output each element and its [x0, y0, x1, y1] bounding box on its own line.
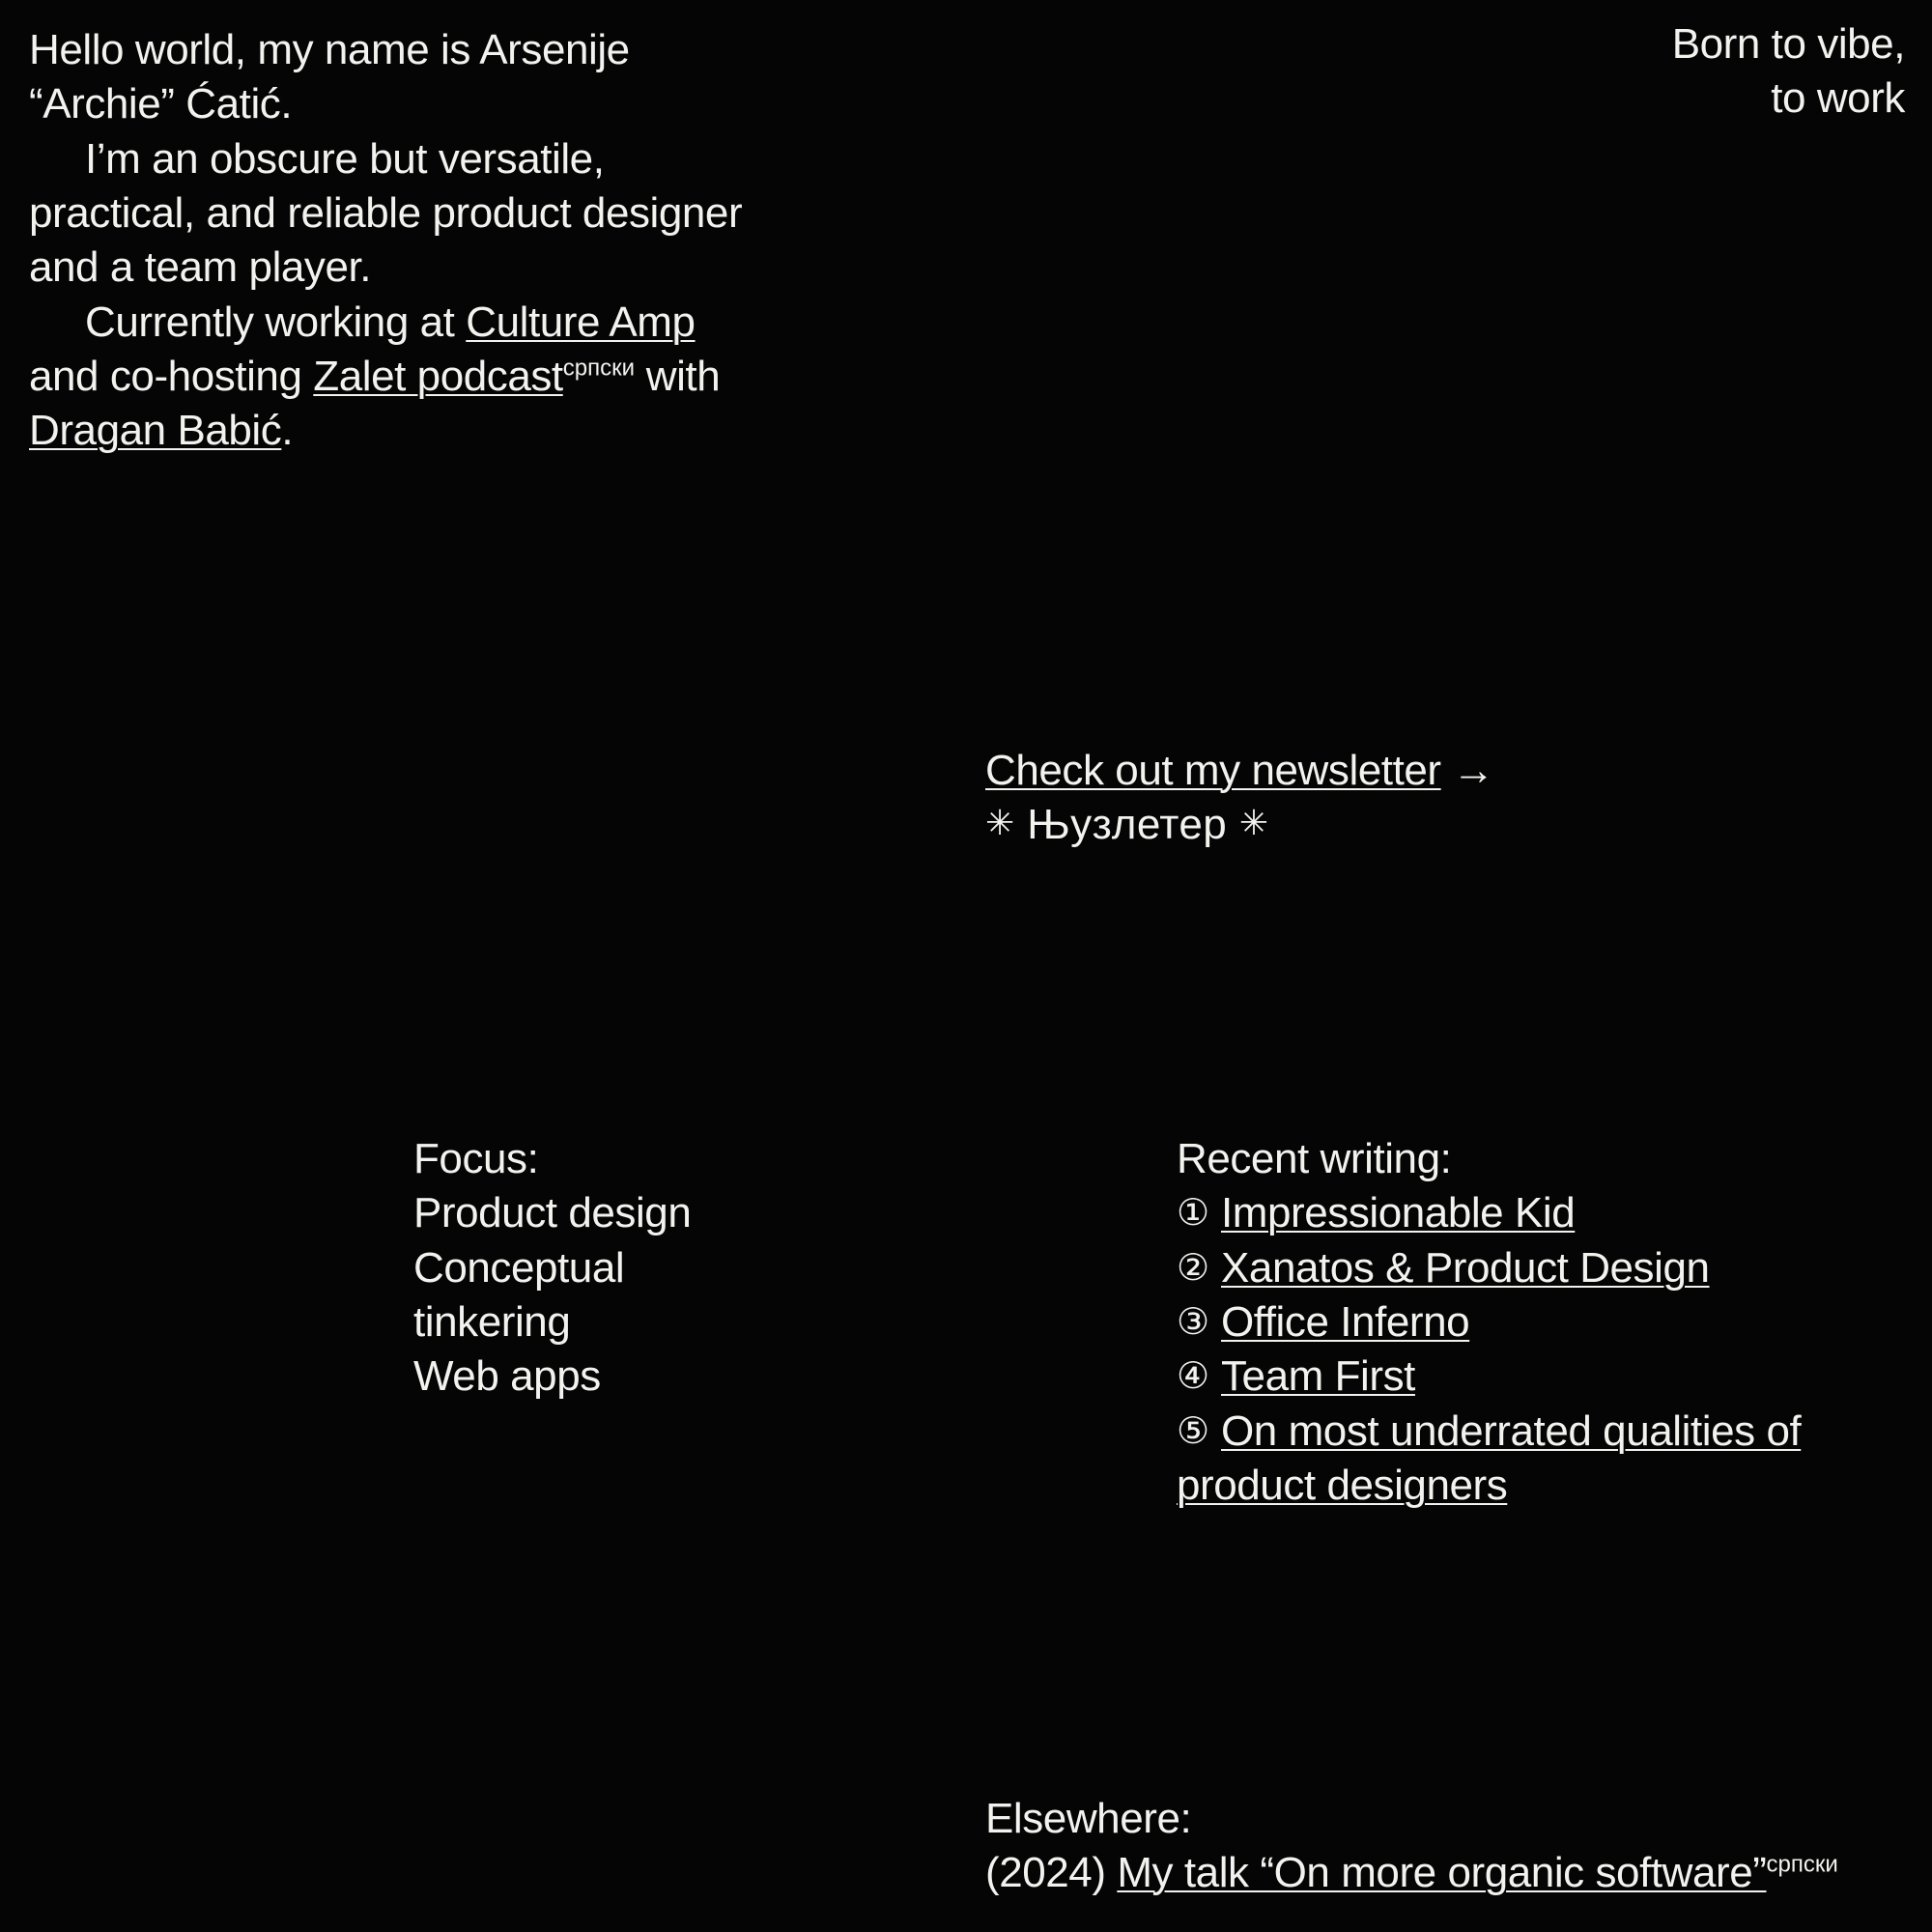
recent-writing-heading: Recent writing: — [1177, 1135, 1452, 1182]
link-underrated-qualities[interactable]: On most underrated qualities of product designers — [1177, 1406, 1802, 1509]
intro-line-2 — [29, 132, 744, 296]
zalet-language-superscript: српски — [562, 355, 635, 382]
talk-language-superscript: српски — [1766, 1851, 1838, 1878]
elsewhere-item — [985, 1846, 1913, 1900]
newsletter-block — [985, 744, 1739, 853]
intro-paragraph — [29, 23, 744, 459]
list-item — [1177, 1405, 1911, 1514]
intro-line-1 — [29, 23, 744, 132]
intro-line-3 — [29, 296, 744, 459]
tagline — [1364, 17, 1905, 127]
link-xanatos-product-design[interactable]: Xanatos & Product Design — [1221, 1243, 1710, 1292]
intro-surname: Ćatić. — [185, 80, 293, 128]
list-number-5: ⑤ — [1177, 1410, 1209, 1452]
star-icon-right: ✳ — [1238, 803, 1269, 843]
link-dragan-babic[interactable]: Dragan Babić — [29, 407, 282, 455]
focus-item-3: tinkering — [413, 1297, 571, 1346]
intro-about: I’m an obscure but versatile, practical, and reliable product designer and a team player. — [29, 134, 743, 292]
elsewhere-heading: Elsewhere: — [985, 1795, 1192, 1842]
focus-item-1: Product design — [413, 1189, 692, 1237]
focus-section — [413, 1132, 819, 1405]
intro-with-text: with — [634, 352, 721, 400]
focus-item-4: Web apps — [413, 1352, 601, 1401]
newsletter-subtitle: Њузлетер — [1027, 801, 1228, 849]
tagline-line-1: Born to vibe, — [1671, 20, 1905, 68]
list-item — [1177, 1241, 1911, 1295]
arrow-right-icon: → — [1452, 747, 1494, 794]
list-number-4: ④ — [1177, 1356, 1209, 1398]
newsletter-subtitle-row — [985, 798, 1739, 852]
focus-item-2: Conceptual — [413, 1243, 625, 1292]
intro-cohost-text: and co-hosting — [29, 352, 314, 400]
link-impressionable-kid[interactable]: Impressionable Kid — [1221, 1189, 1576, 1237]
newsletter-cta-row — [985, 744, 1739, 798]
list-number-1: ① — [1177, 1193, 1209, 1235]
newsletter-link[interactable]: Check out my newsletter — [985, 747, 1441, 794]
list-number-2: ② — [1177, 1247, 1209, 1289]
focus-heading: Focus: — [413, 1135, 539, 1182]
recent-writing-section — [1177, 1132, 1911, 1513]
link-team-first[interactable]: Team First — [1221, 1352, 1415, 1401]
list-item — [1177, 1186, 1911, 1240]
link-organic-software-talk[interactable]: My talk “On more organic software” — [1117, 1849, 1767, 1897]
intro-working-prefix: Currently working at — [85, 298, 467, 346]
intro-greeting: Hello world, my name is Arsenije “Archie” — [29, 26, 630, 128]
list-number-3: ③ — [1177, 1301, 1209, 1343]
intro-period: . — [281, 407, 294, 455]
star-icon-left: ✳ — [985, 803, 1015, 843]
list-item — [1177, 1295, 1911, 1350]
link-zalet-podcast[interactable]: Zalet podcast — [313, 352, 563, 400]
tagline-line-2: to work — [1771, 74, 1905, 123]
elsewhere-section — [985, 1792, 1913, 1901]
link-culture-amp[interactable]: Culture Amp — [466, 298, 696, 346]
link-office-inferno[interactable]: Office Inferno — [1221, 1297, 1470, 1346]
elsewhere-year: (2024) — [985, 1849, 1118, 1897]
list-item — [1177, 1350, 1911, 1404]
